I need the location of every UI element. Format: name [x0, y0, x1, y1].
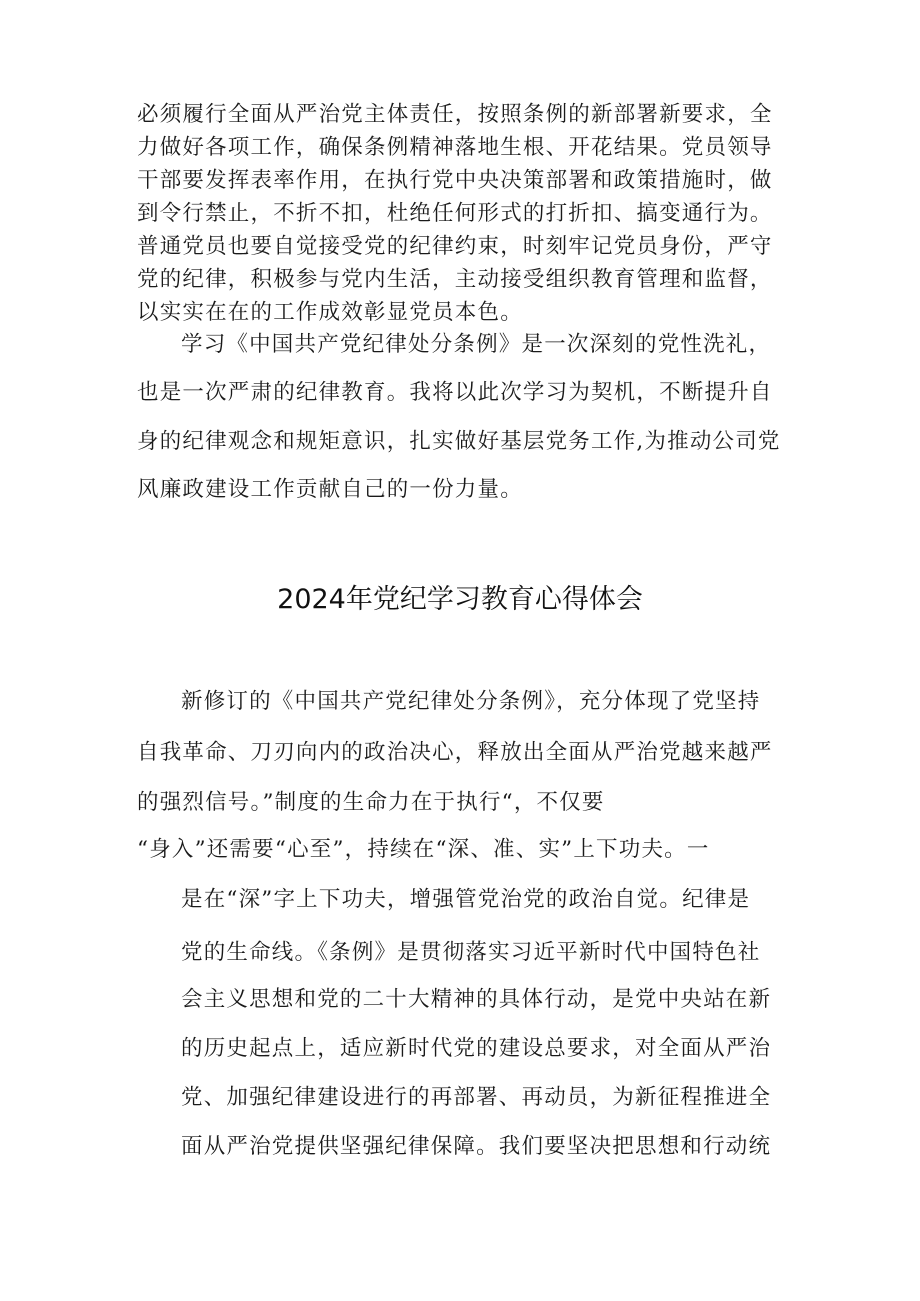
- paragraph-line: 是在“深”字上下功夫，增强管党治党的政治自觉。纪律是: [181, 887, 751, 912]
- paragraph-line: 会主义思想和党的二十大精神的具体行动，是党中央站在新: [181, 987, 772, 1012]
- paragraph-line: 普通党员也要自觉接受党的纪律约束，时刻牢记党员身份，严守: [137, 234, 773, 259]
- paragraph-line: 学习《中国共产党纪律处分条例》是一次深刻的党性洗礼，: [181, 332, 772, 357]
- paragraph-line: 党的纪律，积极参与党内生活，主动接受组织教育管理和监督，: [137, 267, 773, 292]
- paragraph-line: 以实实在在的工作成效彰显党员本色。: [137, 300, 523, 325]
- page-title: 2024年党纪学习教育心得体会: [277, 584, 643, 615]
- paragraph-line: 的历史起点上，适应新时代党的建设总要求，对全面从严治: [181, 1036, 772, 1061]
- paragraph-line: 的强烈信号。”制度的生命力在于执行“，不仅要: [137, 790, 605, 815]
- paragraph-line: 力做好各项工作，确保条例精神落地生根、开花结果。党员领导: [137, 135, 773, 160]
- paragraph-line: 新修订的《中国共产党纪律处分条例》，充分体现了党坚持: [181, 689, 761, 714]
- paragraph-line: “身入”还需要“心至”，持续在“深、准、实”上下功夫。一: [137, 837, 710, 862]
- paragraph-line: 自我革命、刀刃向内的政治决心，释放出全面从严治党越来越严: [137, 740, 773, 765]
- paragraph-line: 党、加强纪律建设进行的再部署、再动员，为新征程推进全: [181, 1085, 772, 1110]
- paragraph-line: 也是一次严肃的纪律教育。我将以此次学习为契机，不断提升自: [137, 380, 773, 405]
- paragraph-line: 必须履行全面从严治党主体责任，按照条例的新部署新要求，全: [137, 102, 773, 127]
- paragraph-line: 身的纪律观念和规矩意识，扎实做好基层党务工作,为推动公司党: [137, 429, 781, 454]
- paragraph-line: 到令行禁止，不折不扣，杜绝任何形式的打折扣、搞变通行为。: [137, 201, 773, 226]
- paragraph-line: 干部要发挥表率作用，在执行党中央决策部署和政策措施时，做: [137, 168, 773, 193]
- paragraph-line: 风廉政建设工作贡献自己的一份力量。: [137, 477, 523, 502]
- paragraph-line: 党的生命线。《条例》是贯彻落实习近平新时代中国特色社: [181, 940, 761, 965]
- paragraph-line: 面从严治党提供坚强纪律保障。我们要坚决把思想和行动统: [181, 1134, 772, 1159]
